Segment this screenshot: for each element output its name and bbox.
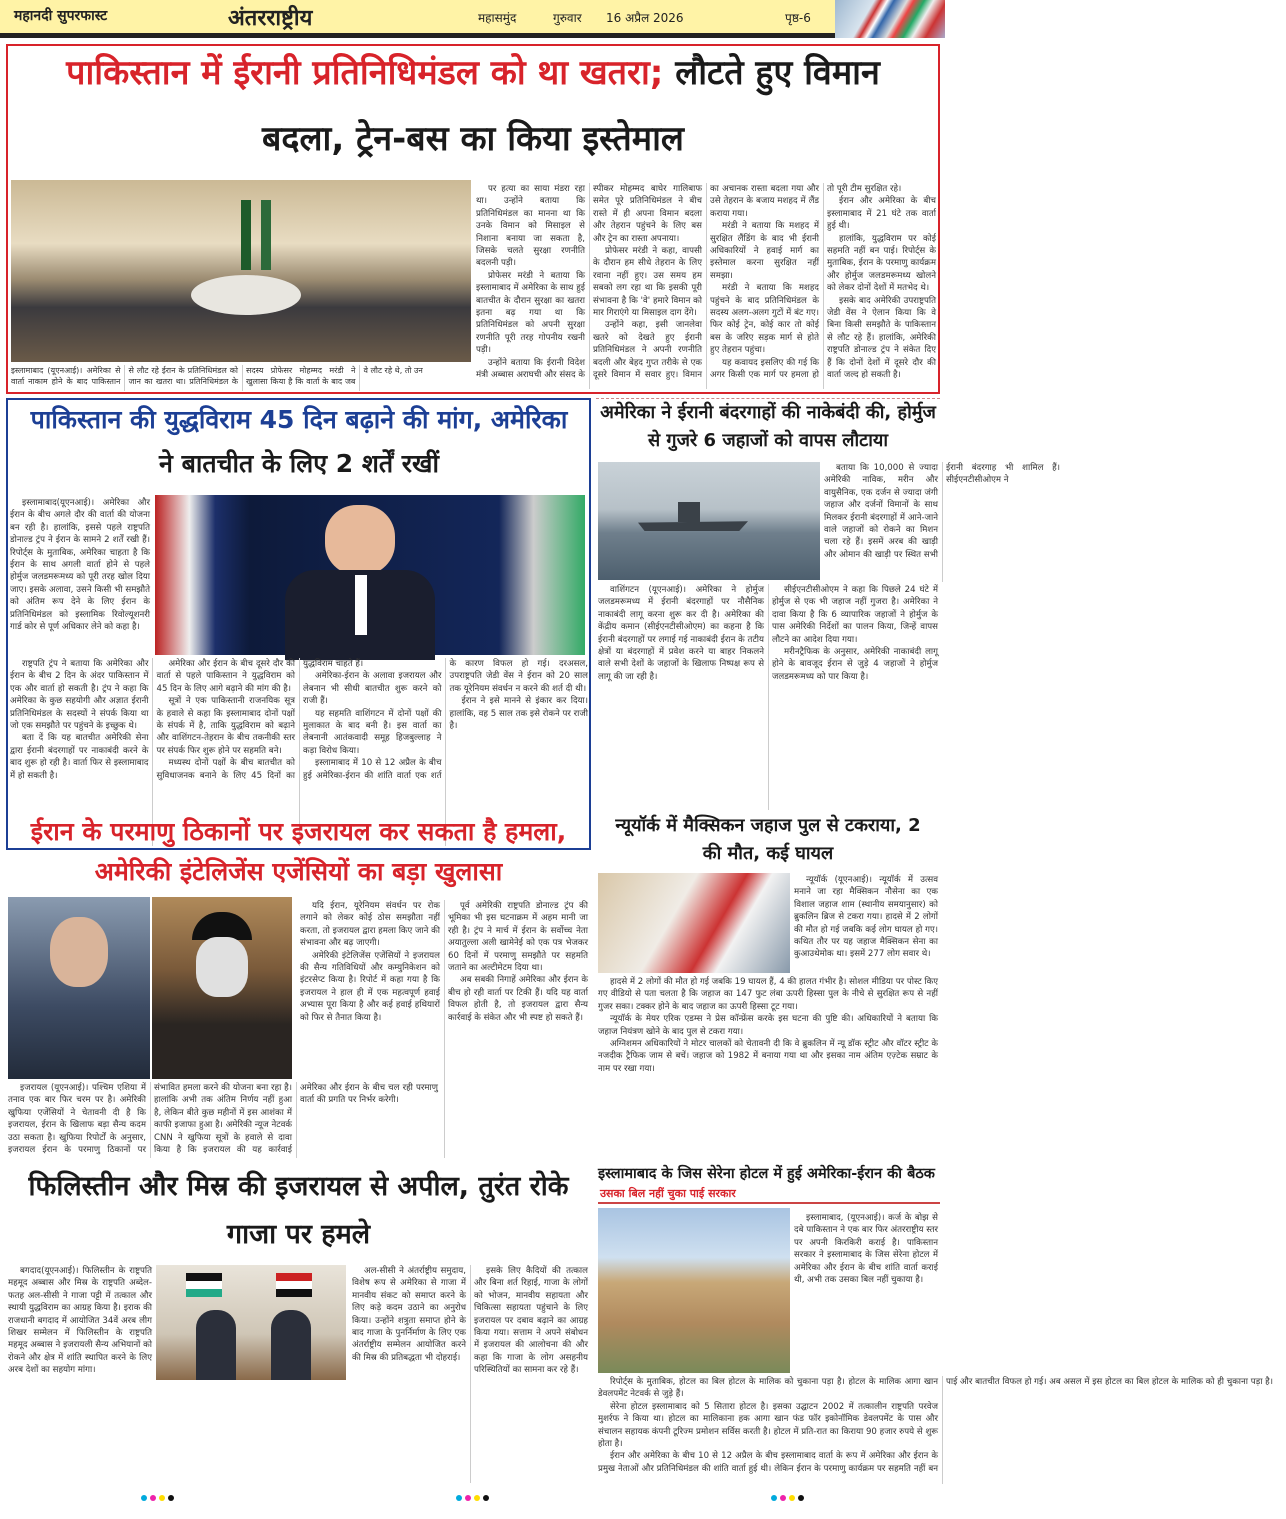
divider: [598, 1202, 940, 1204]
article-4-lead: इजरायल (यूएनआई)। पश्चिम एशिया में तनाव एक बार फिर चरम पर है। अमेरिकी खुफिया एजेंसियों ने चेतावनी दी है कि इजरायल, ईरान के खिलाफ बड़ा सैन्य कदम उठा सकता है। खुफिया रिपोर्टों के अनुसार, इजरायल ईरान के परमाणु ठिकानों पर संभावित हमला करने की योजना बना रहा है। हालांकि अभी तक अंतिम निर्णय नहीं हुआ है, लेकिन बीते कुछ महीनों में इस आशंका में काफी इजाफा हुआ है। अमेरिकी न्यूज नेटवर्क CNN ने खुफिया सूत्रों के हवाले से दावा किया है कि इजरायल की यह कार्रवाई अमेरिका और ईरान के बीच चल रही परमाणु वार्ता की प्रगति पर निर्भर करेगी।: [8, 1083, 438, 1156]
headline-7: इस्लामाबाद के जिस सेरेना होटल में हुई अमेरिका-ईरान की बैठक: [598, 1166, 935, 1182]
headline-6-line2: गाजा पर हमले: [226, 1219, 371, 1250]
section-title: अंतरराष्ट्रीय: [228, 6, 313, 31]
ship-bridge-photo: [598, 873, 790, 973]
day: गुरुवार: [553, 11, 582, 25]
divider: [596, 398, 940, 399]
subheadline-7: उसका बिल नहीं चुका पाई सरकार: [600, 1187, 736, 1200]
warship-photo: [598, 462, 820, 580]
khamenei-photo: [152, 897, 292, 1079]
serena-hotel-photo: [598, 1208, 790, 1373]
headline-1-line2: बदला, ट्रेन-बस का किया इस्तेमाल: [262, 119, 684, 159]
trump-photo: [155, 495, 585, 655]
headline-3-line2: से गुजरे 6 जहाजों को वापस लौटाया: [648, 430, 888, 451]
print-registration-marks: [0, 1488, 945, 1508]
page-header: [0, 0, 945, 38]
article-2-lead: इस्लामाबाद(यूएनआई)। अमेरिका और ईरान के बीच अगले दौर की वार्ता की योजना बन रही है। हालांकि, इससे पहले राष्ट्रपति डोनाल्ड ट्रंप ने ईरान के सामने 2 शर्तें रखी हैं। रिपोर्ट्स के मुताबिक, अमेरिका चाहता है कि ईरान के साथ अगली वार्ता होने से पहले होर्मुज जलडमरूमध्य को पूरी तरह खोल दिया जाए। इसके अलावा, उसने किसी भी समझौते को अंतिम रूप देने के लिए ईरान के प्रतिनिधिमंडल को इस्लामिक रिवोल्यूशनरी गार्ड कोर से पूर्ण अधिकार लेने को कहा है।: [10, 498, 150, 633]
article-7-body: रिपोर्ट्स के मुताबिक, होटल का बिल होटल के मालिक को चुकाना पड़ा है। होटल के मालिक आगा खान डेवलपमेंट नेटवर्क से जुड़े हैं। सेरेना होटल इस्लामाबाद को 5 सितारा होटल है। इसका उद्घाटन 2002 में तत्कालीन राष्ट्रपति परवेज मुशर्रफ ने किया था। होटल का मालिकाना हक आगा खान फंड फॉर इकोनॉमिक डेवलपमेंट के पास और संचालन सहायक कंपनी टूरिज्म प्रमोशन सर्विस करती है। होटल में प्रति-रात का किराया 90 हजार रुपये से शुरू होता है। ईरान और अमेरिका के बीच 10 से 12 अप्रैल के बीच इस्लामाबाद वार्ता के रूप में अमेरिका और ईरान के प्रमुख नेताओं और प्रतिनिधिमंडल की शांति वार्ता हुई थी। लेकिन ईरान के परमाणु कार्यक्रम पर सहमति नहीं बन पाई और बातचीत विफल हो गई। अब असल में इस होटल का बिल होटल के मालिक को ही चुकाना पड़ा है।: [598, 1377, 1273, 1474]
article-3-body: वाशिंगटन (यूएनआई)। अमेरिका ने होर्मुज जलडमरूमध्य में ईरानी बंदरगाहों पर नौसैनिक नाकाबंदी लागू करना शुरू कर दी है। अमेरिका की केंद्रीय कमान (सीईएनटीसीओएम) का कहना है कि ईरानी बंदरगाहों पर लगाई गई नाकाबंदी ईरान के तटीय क्षेत्रों या बंदरगाहों में प्रवेश करने या बाहर निकलने वाले सभी देशों के जहाजों के खिलाफ निष्पक्ष रूप से लागू की जा रही है। सीईएनटीसीओएम ने कहा कि पिछले 24 घंटे में होर्मुज से एक भी जहाज नहीं गुजरा है। अमेरिका ने दावा किया है कि 6 व्यापारिक जहाजों ने होर्मुज के पास अमेरिकी निर्देशों का पालन किया, जिन्हें वापस लौटने का आदेश दिया गया। मरीनट्रैफिक के अनुसार, अमेरिकी नाकाबंदी लागू होने के बावजूद ईरान से जुड़े 4 जहाजों ने होर्मुज जलडमरूमध्य को पार किया है।: [598, 585, 938, 682]
article-6-lead: बगदाद(यूएनआई)। फिलिस्तीन के राष्ट्रपति महमूद अब्बास और मिस्र के राष्ट्रपति अब्देल-फतह अल-सीसी ने गाजा पट्टी में तत्काल और स्थायी युद्धविराम का आग्रह किया है। इराक की राजधानी बगदाद में आयोजित 34वें अरब लीग शिखर सम्मेलन में फिलिस्तीन के राष्ट्रपति महमूद अब्बास ने इजरायली सैन्य अभियानों को रोकने और क्षेत्र में शांति स्थापित करने के लिए अरब देशों का सहयोग मांगा।: [8, 1266, 152, 1376]
date: 16 अप्रैल 2026: [606, 11, 684, 25]
headline-5: न्यूयॉर्क में मैक्सिकन जहाज पुल से टकराया, 2: [615, 815, 921, 836]
article-5-body: हादसे में 2 लोगों की मौत हो गई जबकि 19 घायल हैं, 4 की हालत गंभीर है। सोशल मीडिया पर पोस्ट किए गए वीडियो से पता चलता है कि जहाज का 147 फुट लंबा ऊपरी हिस्सा पुल के नीचे से सुरक्षित रूप से नहीं गुजर सका। टक्कर होने के बाद जहाज का ऊपरी हिस्सा टूट गया। न्यूयॉर्क के मेयर एरिक एडम्स ने प्रेस कॉन्फ्रेंस करके इस घटना की पुष्टि की। अधिकारियों ने बताया कि जहाज नियंत्रण खोने के बाद पुल से टकरा गया। अग्निशमन अधिकारियों ने मोटर चालकों को चेतावनी दी कि वे ब्रुकलिन में न्यू डॉक स्ट्रीट और वॉटर स्ट्रीट के नजदीक ट्रैफिक जाम से बचें। जहाज को 1982 में बनाया गया था और इसका नाम अंतिम एज़्टेक सम्राट के नाम पर रखा गया।: [598, 977, 938, 1074]
headline-1: पाकिस्तान में ईरानी प्रतिनिधिमंडल को था खतरा; लौटते हुए विमान: [66, 53, 880, 93]
article-1-body: पर हत्या का साया मंडरा रहा था। उन्होंने बताया कि प्रतिनिधिमंडल का मानना था कि उनके विमान को मिसाइल से निशाना बनाया जा सकता है, जिसके चलते सुरक्षा रणनीति बदलनी पड़ी। प्रोफेसर मरंडी ने बताया कि इस्लामाबाद में अमेरिका के साथ हुई बातचीत के दौरान सुरक्षा का खतरा इतना बढ़ गया था कि प्रतिनिधिमंडल को अपनी सुरक्षा रणनीति पूरी तरह गोपनीय रखनी पड़ी। उन्होंने बताया कि ईरानी विदेश मंत्री अब्बास अराघची और संसद के स्पीकर मोहम्मद बाघेर गालिबाफ समेत पूरे प्रतिनिधिमंडल ने बीच रास्ते में ही अपना विमान बदला और तेहरान पहुंचने के लिए बस और ट्रेन का रास्ता अपनाया। प्रोफेसर मरंडी ने कहा, वापसी के दौरान हम सीधे तेहरान के लिए रवाना नहीं हुए। उस समय हम सबको लग रहा था कि इसकी पूरी संभावना है कि 'वे' हमारे विमान को मार गिराएंगे या मिसाइल दाग देंगे। उन्होंने कहा, इसी जानलेवा खतरे को देखते हुए ईरानी प्रतिनिधिमंडल ने अपनी रणनीति बदली और बेहद गुप्त तरीके से एक दूसरे विमान में सवार हुए। विमान का अचानक रास्ता बदला गया और उसे तेहरान के बजाय मशहद में लैंड कराया गया। मरंडी ने बताया कि मशहद में सुरक्षित लैंडिंग के बाद भी ईरानी अधिकारियों ने हवाई मार्ग का इस्तेमाल करना सुरक्षित नहीं समझा। मरंडी ने बताया कि मशहद पहुंचने के बाद प्रतिनिधिमंडल के सदस्य अलग-अलग गुटों में बंट गए। फिर कोई ट्रेन, कोई कार तो कोई बस के जरिए सड़क मार्ग से होते हुए तेहरान पहुंचा। यह कवायद इसलिए की गई कि अगर किसी एक मार्ग पर हमला हो तो पूरी टीम सुरक्षित रहे। ईरान और अमेरिका के बीच इस्लामाबाद में 21 घंटे तक वार्ता हुई थी। हालांकि, युद्धविराम पर कोई सहमति नहीं बन पाई। रिपोर्ट्स के मुताबिक, ईरान के परमाणु कार्यक्रम और होर्मुज जलडमरूमध्य खोलने को लेकर दोनों देशों में मतभेद थे। इसके बाद अमेरिकी उपराष्ट्रपति जेडी वेंस ने ऐलान किया कि वे बिना किसी समझौते के पाकिस्तान से लौट रहे हैं। हालांकि, अमेरिकी राष्ट्रपति डोनाल्ड ट्रंप ने संकेत दिए हैं कि दोनों देशों में दूसरे दौर की वार्ता जल्द हो सकती है।: [476, 184, 936, 381]
netanyahu-photo: [8, 897, 150, 1079]
article-2-body: राष्ट्रपति ट्रंप ने बताया कि अमेरिका और ईरान के बीच 2 दिन के अंदर पाकिस्तान में एक और वार्ता हो सकती है। ट्रंप ने कहा कि अमेरिका के कुछ सहयोगी और अज्ञात ईरानी प्रतिनिधिमंडल के सदस्यों ने संपर्क किया था जो एक समझौते पर पहुंचने के इच्छुक थे। बता दें कि यह बातचीत अमेरिकी सेना द्वारा ईरानी बंदरगाहों पर नाकाबंदी करने के बाद शुरू हो रही है। वार्ता फिर से इस्लामाबाद में हो सकती है। अमेरिका और ईरान के बीच दूसरे दौर की वार्ता से पहले पाकिस्तान ने युद्धविराम को 45 दिन के लिए आगे बढ़ाने की मांग की है। सूत्रों ने एक पाकिस्तानी राजनयिक सूत्र के हवाले से कहा कि इस्लामाबाद दोनों पक्षों के संपर्क में है, ताकि युद्धविराम को बढ़ाने और वाशिंगटन-तेहरान के बीच तकनीकी स्तर पर संपर्क फिर शुरू होने पर सहमति बने। मध्यस्थ दोनों पक्षों के बीच बातचीत को सुविधाजनक बनाने के लिए 45 दिनों का युद्धविराम चाहते हैं। अमेरिका-ईरान के अलावा इजरायल और लेबनान भी सीधी बातचीत शुरू करने को राजी हैं। यह सहमति वाशिंगटन में दोनों पक्षों की मुलाकात के बाद बनी है। इस वार्ता का लेबनानी आतंकवादी समूह हिजबुल्लाह ने कड़ा विरोध किया। इस्लामाबाद में 10 से 12 अप्रैल के बीच हुई अमेरिका-ईरान की शांति वार्ता एक शर्त के कारण विफल हो गई। दरअसल, उपराष्ट्रपति जेडी वेंस ने ईरान को 20 साल तक यूरेनियम संवर्धन न करने की शर्त दी थी। ईरान ने इसे मानने से इंकार कर दिया। हालांकि, वह 5 साल तक इसे रोकने पर राजी है।: [10, 659, 588, 781]
headline-3: अमेरिका ने ईरानी बंदरगाहों की नाकेबंदी की, होर्मुज: [600, 402, 936, 423]
page-number: पृष्ठ-6: [785, 11, 811, 25]
abbas-sisi-photo: [156, 1265, 346, 1380]
flags-image: [835, 0, 945, 38]
headline-2: पाकिस्तान की युद्धविराम 45 दिन बढ़ाने की मांग, अमेरिका: [30, 405, 568, 434]
delegation-meeting-photo: [11, 180, 471, 362]
paper-name: महानदी सुपरफास्ट: [14, 8, 108, 24]
article-6-body: अल-सीसी ने अंतर्राष्ट्रीय समुदाय, विशेष रूप से अमेरिका से गाजा में मानवीय संकट को समाप्त करने के लिए कड़े कदम उठाने का अनुरोध किया। उन्होंने शत्रुता समाप्त होने के बाद गाजा के पुनर्निर्माण के लिए एक अंतर्राष्ट्रीय सम्मेलन आयोजित करने की मिस्र की प्रतिबद्धता भी दोहराई। इसके लिए कैदियों की तत्काल और बिना शर्त रिहाई, गाजा के लोगों को भोजन, मानवीय सहायता और चिकित्सा सहायता पहुंचाने के लिए इजरायल पर दबाव बढ़ाने का आग्रह किया गया। सत्ताम ने अपने संबोधन में इजरायल की आलोचना की और कहा कि गाजा के लोग असहनीय परिस्थितियों का सामना कर रहे हैं।: [352, 1266, 588, 1376]
headline-2-line2: ने बातचीत के लिए 2 शर्तें रखीं: [159, 449, 439, 478]
headline-4-line2: अमेरिकी इंटेलिजेंस एजेंसियों का बड़ा खुलासा: [94, 857, 503, 886]
headline-6: फिलिस्तीन और मिस्र की इजरायल से अपील, तुरंत रोके: [28, 1171, 569, 1202]
article-7-lead: इस्लामाबाद, (यूएनआई)। कर्ज के बोझ से दबे पाकिस्तान ने एक बार फिर अंतरराष्ट्रीय स्तर पर अपनी किरकिरी कराई है। पाकिस्तान सरकार ने इस्लामाबाद के जिस सेरेना होटल में अमेरिका और ईरान के बीच शांति वार्ता कराई थी, अभी तक उसका बिल नहीं चुकाया है।: [794, 1213, 938, 1286]
article-5-lead: न्यूयॉर्क (यूएनआई)। न्यूयॉर्क में उत्सव मनाने जा रहा मैक्सिकन नौसेना का एक विशाल जहाज शाम (स्थानीय समयानुसार) को ब्रुकलिन ब्रिज से टकरा गया। हादसे में 2 लोगों की मौत हो गई जबकि कई लोग घायल हो गए। कथित तौर पर यह जहाज मैक्सिकन सेना का कुआउथेमोक था। इसमें 277 लोग सवार थे।: [794, 875, 938, 960]
article-3-side: बताया कि 10,000 से ज्यादा अमेरिकी नाविक, मरीन और वायुसैनिक, एक दर्जन से ज्यादा जंगी जहाज और दर्जनों विमानों के साथ मिलकर ईरानी बंदरगाहों में आने-जाने वाले जहाजों को रोकने का मिशन चला रहे हैं। इसमें अरब की खाड़ी और ओमान की खाड़ी पर स्थित सभी ईरानी बंदरगाह भी शामिल हैं। सीईएनटीसीओएम ने: [824, 463, 1060, 560]
headline-5-line2: की मौत, कई घायल: [702, 843, 834, 864]
article-4-body: यदि ईरान, यूरेनियम संवर्धन पर रोक लगाने को लेकर कोई ठोस समझौता नहीं करता, तो इजरायल द्वारा हमला किए जाने की संभावना और बढ़ जाएगी। अमेरिकी इंटेलिजेंस एजेंसियों ने इजरायल की सैन्य गतिविधियों और कम्युनिकेशन को इंटरसेप्ट किया है। रिपोर्ट में कहा गया है कि इजरायल ने हाल ही में एक महत्वपूर्ण हवाई अभ्यास पूरा किया है और कई हवाई हथियारों को फिर से तैनात किया है। पूर्व अमेरिकी राष्ट्रपति डोनाल्ड ट्रंप की भूमिका भी इस घटनाक्रम में अहम मानी जा रही है। ट्रंप ने मार्च में ईरान के सर्वोच्च नेता अयातुल्ला अली खामेनेई को एक पत्र भेजकर 60 दिनों में परमाणु समझौते पर सहमति जताने का अल्टीमेटम दिया था। अब सबकी निगाहें अमेरिका और ईरान के बीच हो रही वार्ता पर टिकी हैं। यदि यह वार्ता विफल होती है, तो इजरायल द्वारा सैन्य कार्रवाई के संकेत और भी स्पष्ट हो सकते हैं।: [300, 901, 588, 1023]
city: महासमुंद: [478, 11, 517, 25]
photo-caption: इस्लामाबाद (यूएनआई)। अमेरिका से वार्ता नाकाम होने के बाद पाकिस्तान से लौट रहे ईरान के प्रतिनिधिमंडल को जान का खतरा था। प्रतिनिधिमंडल के सदस्य प्रोफेसर मोहम्मद मरंडी ने खुलासा किया है कि वार्ता के बाद जब वे लौट रहे थे, तो उन: [11, 366, 423, 386]
headline-4: ईरान के परमाणु ठिकानों पर इजरायल कर सकता है हमला,: [30, 817, 567, 846]
